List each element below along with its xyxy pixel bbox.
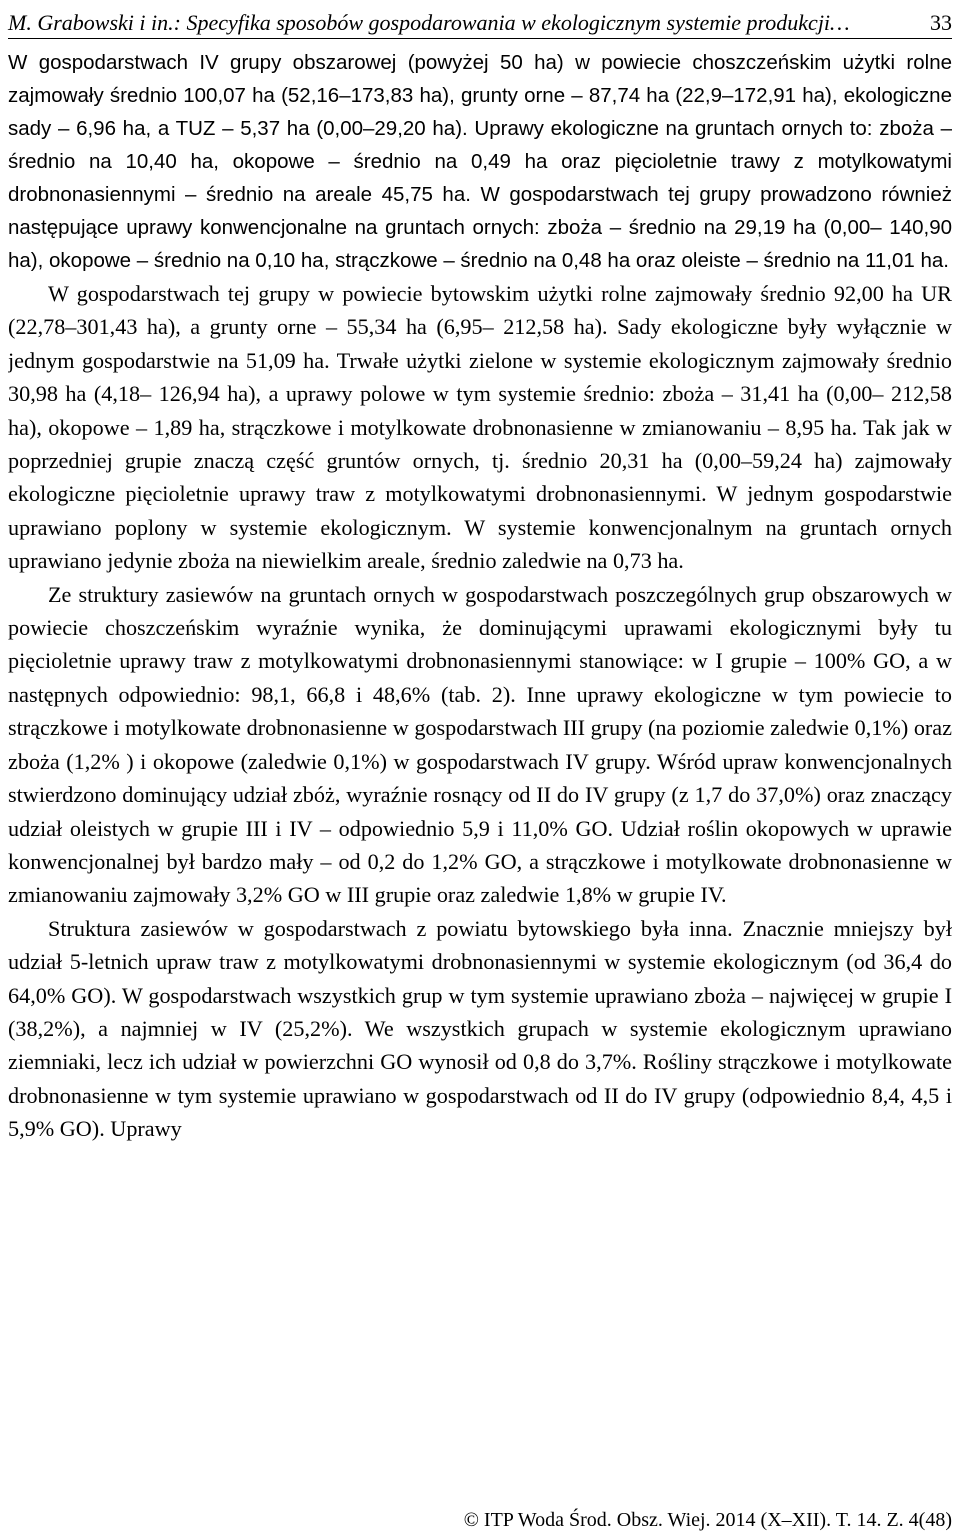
paragraph: Struktura zasiewów w gospodarstwach z powiatu bytowskiego była inna. Znacznie mniejszy był udział 5-letnich upraw traw z motylkowatymi drobnonasiennymi w systemie ekologicznym (od 36,4 do 64,0% GO). W gospodarstwach wszystkich grup w tym systemie uprawiano zboża – najwięcej w grupie I (38,2%), a najmniej w IV (25,2%). We wszystkich grupach w systemie ekologicznym uprawiano ziemniaki, lecz ich udział w powierzchni GO wynosił od 0,8 do 3,7%. Rośliny strączkowe i motylkowate drobnonasienne w tym systemie uprawiano w gospodarstwach od II do IV grupy (odpowiednio 8,4, 4,5 i 5,9% GO). Uprawy [8, 915, 952, 1142]
page-number: 33 [930, 10, 952, 35]
running-header-title: M. Grabowski i in.: Specyfika sposobów gospodarowania w ekologicznym systemie produkcji… [8, 10, 850, 35]
paragraph: W gospodarstwach tej grupy w powiecie bytowskim użytki rolne zajmowały średnio 92,00 ha UR (22,78–301,43 ha), a grunty orne – 55,34 ha (6,95– 212,58 ha). Sady ekologiczne były wyłącznie w jednym gospodarstwie na 51,09 ha. Trwałe użytki zielone w systemie ekologicznym zajmowały średnio 30,98 ha (4,18– 126,94 ha), a uprawy polowe w tym systemie średnio: zboża – 31,41 ha (0,00– 212,58 ha), okopowe – 1,89 ha, strączkowe i motylkowate drobnonasienne w zmianowaniu – 8,95 ha. Tak jak w poprzedniej grupie znaczą część gruntów ornych, tj. średnio 20,31 ha (0,00–59,24 ha) zajmowały ekologiczne pięcioletnie uprawy traw z motylkowatymi drobnonasiennymi. W jednym gospodarstwie uprawiano poplony w systemie ekologicznym. W systemie konwencjonalnym na gruntach ornych uprawiano jedynie zboża na niewielkim areale, średnio zaledwie na 0,73 ha. [8, 281, 952, 574]
article-body [8, 46, 952, 1488]
paragraph: W gospodarstwach IV grupy obszarowej (powyżej 50 ha) w powiecie choszczeńskim użytki rolne zajmowały średnio 100,07 ha (52,16–173,83 ha), grunty orne – 87,74 ha (22,9–172,91 ha), ekologiczne sady – 6,96 ha, a TUZ – 5,37 ha (0,00–29,20 ha). Uprawy ekologiczne na gruntach ornych to: zboża – średnio na 10,40 ha, okopowe – średnio na 0,49 ha oraz pięcioletnie trawy z motylkowatymi drobnonasiennymi – średnio na areale 45,75 ha. W gospodarstwach tej grupy prowadzono również następujące uprawy konwencjonalne na gruntach ornych: zboża – średnio na 29,19 ha (0,00– 140,90 ha), okopowe – średnio na 0,10 ha, strączkowe – średnio na 0,48 ha oraz oleiste – średnio na 11,01 ha. [8, 51, 952, 272]
journal-footer: © ITP Woda Środ. Obsz. Wiej. 2014 (X–XII). T. 14. Z. 4(48) [463, 1509, 952, 1531]
document-page [8, 0, 952, 1539]
paragraph: Ze struktury zasiewów na gruntach ornych w gospodarstwach poszczególnych grup obszarowych w powiecie choszczeńskim wyraźnie wynika, że dominującymi uprawami ekologicznymi były tu pięcioletnie uprawy traw z motylkowatymi drobnonasiennymi stanowiące: w I grupie – 100% GO, a w następnych odpowiednio: 98,1, 66,8 i 48,6% (tab. 2). Inne uprawy ekologiczne w tym powiecie to strączkowe i motylkowate drobnonasienne w gospodarstwach III grupy (na poziomie zaledwie 0,1%) oraz zboża (1,2% ) i okopowe (zaledwie 0,1%) w gospodarstwach IV grupy. Wśród upraw konwencjonalnych stwierdzono dominujący udział zbóż, wyraźnie rosnący od II do IV grupy (z 1,7 do 37,0%) oraz znaczący udział oleistych w grupie III i IV – odpowiednio 5,9 i 11,0% GO. Udział roślin okopowych w uprawie konwencjonalnej był bardzo mały – od 0,2 do 1,2% GO, a strączkowe i motylkowate drobnonasienne w zmianowaniu zajmowały 3,2% GO w III grupie oraz zaledwie 1,8% w grupie IV. [8, 581, 952, 908]
running-header [8, 0, 952, 39]
